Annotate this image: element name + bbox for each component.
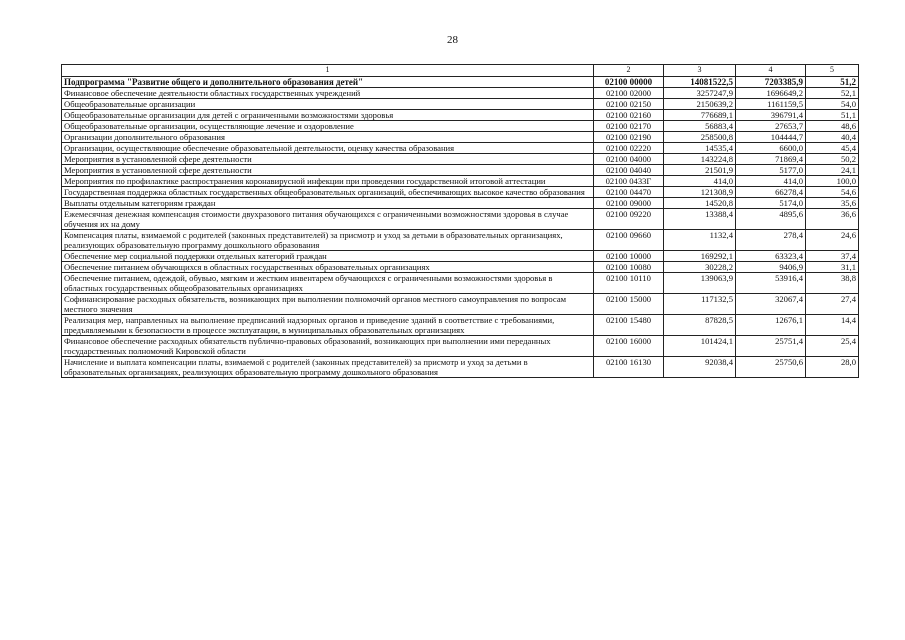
row-plan-cell: 414,0 <box>664 176 736 187</box>
row-code-cell: 02100 02170 <box>594 121 664 132</box>
row-name-cell: Подпрограмма "Развитие общего и дополнительного образования детей" <box>62 77 594 88</box>
row-actual-cell: 27653,7 <box>736 121 806 132</box>
row-name-cell: Начисление и выплата компенсации платы, взимаемой с родителей (законных представителей) за присмотр и уход за детьми в образовательных организациях, реализующих образовательную программу дошкольного образования <box>62 357 594 378</box>
row-code-cell: 02100 04470 <box>594 187 664 198</box>
row-name-cell: Реализация мер, направленных на выполнение предписаний надзорных органов и приведение зданий в соответствие с требованиями, предъявляемыми к безопасности в процессе эксплуатации, в муниципальных образовательных организациях <box>62 315 594 336</box>
table-row <box>62 121 859 132</box>
row-name-cell: Мероприятия по профилактике распространения коронавирусной инфекции при проведении государственной итоговой аттестации <box>62 176 594 187</box>
table-row <box>62 262 859 273</box>
row-percent-cell: 35,6 <box>806 198 859 209</box>
table-row <box>62 165 859 176</box>
row-name-cell: Обеспечение питанием обучающихся в областных государственных образовательных организациях <box>62 262 594 273</box>
row-plan-cell: 13388,4 <box>664 209 736 230</box>
row-code-cell: 02100 02000 <box>594 88 664 99</box>
table-row <box>62 187 859 198</box>
row-name-cell: Государственная поддержка областных государственных общеобразовательных организаций, обеспечивающих высокое качество образования <box>62 187 594 198</box>
row-plan-cell: 14081522,5 <box>664 77 736 88</box>
column-header: 1 <box>62 65 594 77</box>
row-plan-cell: 87828,5 <box>664 315 736 336</box>
row-actual-cell: 4895,6 <box>736 209 806 230</box>
row-percent-cell: 28,0 <box>806 357 859 378</box>
row-actual-cell: 5177,0 <box>736 165 806 176</box>
row-plan-cell: 143224,8 <box>664 154 736 165</box>
table-row <box>62 143 859 154</box>
row-name-cell: Общеобразовательные организации для детей с ограниченными возможностями здоровья <box>62 110 594 121</box>
row-percent-cell: 51,1 <box>806 110 859 121</box>
row-percent-cell: 37,4 <box>806 251 859 262</box>
row-name-cell: Организации, осуществляющие обеспечение образовательной деятельности, оценку качества образования <box>62 143 594 154</box>
row-name-cell: Обеспечение мер социальной поддержки отдельных категорий граждан <box>62 251 594 262</box>
table-body <box>62 77 859 378</box>
row-code-cell: 02100 0433Г <box>594 176 664 187</box>
table-row <box>62 176 859 187</box>
row-percent-cell: 27,4 <box>806 294 859 315</box>
row-code-cell: 02100 09220 <box>594 209 664 230</box>
row-percent-cell: 24,1 <box>806 165 859 176</box>
row-actual-cell: 32067,4 <box>736 294 806 315</box>
row-percent-cell: 40,4 <box>806 132 859 143</box>
row-plan-cell: 169292,1 <box>664 251 736 262</box>
row-actual-cell: 1161159,5 <box>736 99 806 110</box>
row-name-cell: Мероприятия в установленной сфере деятельности <box>62 165 594 176</box>
row-code-cell: 02100 10110 <box>594 273 664 294</box>
row-code-cell: 02100 09000 <box>594 198 664 209</box>
row-code-cell: 02100 02190 <box>594 132 664 143</box>
row-actual-cell: 9406,9 <box>736 262 806 273</box>
row-plan-cell: 117132,5 <box>664 294 736 315</box>
row-actual-cell: 1696649,2 <box>736 88 806 99</box>
page-number: 28 <box>447 34 458 46</box>
row-plan-cell: 139063,9 <box>664 273 736 294</box>
row-code-cell: 02100 00000 <box>594 77 664 88</box>
table-row <box>62 357 859 378</box>
budget-table <box>61 64 859 378</box>
row-percent-cell: 24,6 <box>806 230 859 251</box>
row-name-cell: Общеобразовательные организации <box>62 99 594 110</box>
table-row <box>62 273 859 294</box>
row-code-cell: 02100 10000 <box>594 251 664 262</box>
row-actual-cell: 278,4 <box>736 230 806 251</box>
table-row <box>62 99 859 110</box>
row-plan-cell: 776689,1 <box>664 110 736 121</box>
row-actual-cell: 25750,6 <box>736 357 806 378</box>
column-header: 2 <box>594 65 664 77</box>
row-plan-cell: 14535,4 <box>664 143 736 154</box>
row-actual-cell: 12676,1 <box>736 315 806 336</box>
table-row <box>62 230 859 251</box>
row-code-cell: 02100 02160 <box>594 110 664 121</box>
row-name-cell: Финансовое обеспечение деятельности областных государственных учреждений <box>62 88 594 99</box>
column-header: 3 <box>664 65 736 77</box>
row-code-cell: 02100 16130 <box>594 357 664 378</box>
table-row <box>62 132 859 143</box>
row-percent-cell: 45,4 <box>806 143 859 154</box>
row-code-cell: 02100 15480 <box>594 315 664 336</box>
row-code-cell: 02100 04000 <box>594 154 664 165</box>
row-code-cell: 02100 16000 <box>594 336 664 357</box>
row-plan-cell: 258500,8 <box>664 132 736 143</box>
row-actual-cell: 63323,4 <box>736 251 806 262</box>
row-name-cell: Ежемесячная денежная компенсация стоимости двухразового питания обучающихся с ограниченными возможностями здоровья в случае обучения их на дому <box>62 209 594 230</box>
row-plan-cell: 14520,8 <box>664 198 736 209</box>
row-code-cell: 02100 02220 <box>594 143 664 154</box>
row-actual-cell: 71869,4 <box>736 154 806 165</box>
table-row <box>62 209 859 230</box>
row-percent-cell: 50,2 <box>806 154 859 165</box>
row-plan-cell: 3257247,9 <box>664 88 736 99</box>
row-actual-cell: 5174,0 <box>736 198 806 209</box>
row-plan-cell: 121308,9 <box>664 187 736 198</box>
table-row <box>62 336 859 357</box>
row-actual-cell: 53916,4 <box>736 273 806 294</box>
table-row <box>62 294 859 315</box>
row-name-cell: Организации дополнительного образования <box>62 132 594 143</box>
column-header: 4 <box>736 65 806 77</box>
column-header: 5 <box>806 65 859 77</box>
row-plan-cell: 1132,4 <box>664 230 736 251</box>
row-name-cell: Выплаты отдельным категориям граждан <box>62 198 594 209</box>
row-actual-cell: 104444,7 <box>736 132 806 143</box>
row-actual-cell: 66278,4 <box>736 187 806 198</box>
table-row <box>62 77 859 88</box>
row-code-cell: 02100 15000 <box>594 294 664 315</box>
row-plan-cell: 101424,1 <box>664 336 736 357</box>
row-actual-cell: 396791,4 <box>736 110 806 121</box>
table-row <box>62 154 859 165</box>
row-name-cell: Компенсация платы, взимаемой с родителей (законных представителей) за присмотр и уход за детьми в образовательных организациях, реализующих образовательную программу дошкольного образования <box>62 230 594 251</box>
row-percent-cell: 52,1 <box>806 88 859 99</box>
row-percent-cell: 51,2 <box>806 77 859 88</box>
row-actual-cell: 6600,0 <box>736 143 806 154</box>
row-percent-cell: 100,0 <box>806 176 859 187</box>
row-name-cell: Обеспечение питанием, одеждой, обувью, мягким и жестким инвентарем обучающихся с ограниченными возможностями здоровья в областных государственных общеобразовательных организациях <box>62 273 594 294</box>
row-plan-cell: 56883,4 <box>664 121 736 132</box>
table-row <box>62 198 859 209</box>
row-plan-cell: 21501,9 <box>664 165 736 176</box>
row-code-cell: 02100 10080 <box>594 262 664 273</box>
table-row <box>62 315 859 336</box>
row-code-cell: 02100 09660 <box>594 230 664 251</box>
table-row <box>62 110 859 121</box>
row-name-cell: Финансовое обеспечение расходных обязательств публично-правовых образований, возникающих при выполнении ими переданных государственных полномочий Кировской области <box>62 336 594 357</box>
row-name-cell: Общеобразовательные организации, осуществляющие лечение и оздоровление <box>62 121 594 132</box>
row-code-cell: 02100 02150 <box>594 99 664 110</box>
row-percent-cell: 14,4 <box>806 315 859 336</box>
row-name-cell: Софинансирование расходных обязательств, возникающих при выполнении полномочий органов местного самоуправления по вопросам местного значения <box>62 294 594 315</box>
row-percent-cell: 25,4 <box>806 336 859 357</box>
row-plan-cell: 30228,2 <box>664 262 736 273</box>
row-percent-cell: 54,0 <box>806 99 859 110</box>
row-actual-cell: 414,0 <box>736 176 806 187</box>
row-percent-cell: 31,1 <box>806 262 859 273</box>
table-row <box>62 88 859 99</box>
row-code-cell: 02100 04040 <box>594 165 664 176</box>
row-percent-cell: 48,6 <box>806 121 859 132</box>
row-plan-cell: 2150639,2 <box>664 99 736 110</box>
row-name-cell: Мероприятия в установленной сфере деятельности <box>62 154 594 165</box>
row-percent-cell: 38,8 <box>806 273 859 294</box>
row-plan-cell: 92038,4 <box>664 357 736 378</box>
row-percent-cell: 54,6 <box>806 187 859 198</box>
row-actual-cell: 25751,4 <box>736 336 806 357</box>
row-percent-cell: 36,6 <box>806 209 859 230</box>
table-row <box>62 251 859 262</box>
table-header-row <box>62 65 859 77</box>
row-actual-cell: 7203385,9 <box>736 77 806 88</box>
